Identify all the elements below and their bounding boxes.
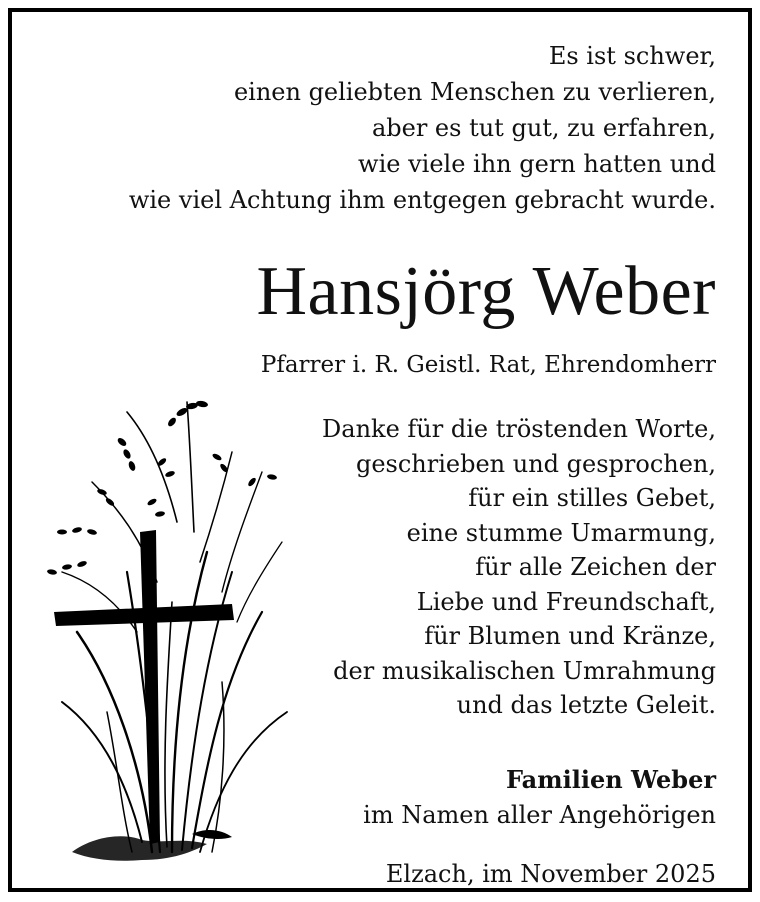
poem-line: wie viel Achtung ihm entgegen gebracht wurde.	[128, 186, 716, 214]
poem-line: wie viele ihn gern hatten und	[358, 150, 716, 178]
signature-relatives: im Namen aller Angehörigen	[363, 801, 716, 829]
thanks-line: eine stumme Umarmung,	[406, 518, 716, 547]
thanks-line: geschrieben und gesprochen,	[355, 449, 716, 478]
poem-line: Es ist schwer,	[548, 42, 716, 70]
poem-line: aber es tut gut, zu erfahren,	[371, 114, 716, 142]
place-date: Elzach, im November 2025	[385, 860, 716, 888]
obituary-frame	[8, 8, 752, 892]
thanks-line: für Blumen und Kränze,	[424, 622, 716, 650]
deceased-title: Pfarrer i. R. Geistl. Rat, Ehrendomherr	[260, 352, 716, 378]
thanks-line: der musikalischen Umrahmung	[333, 656, 716, 685]
thanks-line: Danke für die tröstenden Worte,	[322, 415, 716, 443]
thanks-line: für ein stilles Gebet,	[468, 484, 716, 512]
thanks-line: und das letzte Geleit.	[456, 691, 716, 719]
thanks-text	[322, 412, 716, 723]
poem-line: einen geliebten Menschen zu verlieren,	[233, 78, 716, 106]
deceased-name: Hansjörg Weber	[256, 253, 716, 330]
poem	[129, 38, 716, 218]
cross-with-grasses-icon	[32, 382, 322, 902]
thanks-line: für alle Zeichen der	[475, 553, 716, 581]
signature-family: Familien Weber	[505, 765, 716, 794]
thanks-line: Liebe und Freundschaft,	[416, 587, 716, 616]
